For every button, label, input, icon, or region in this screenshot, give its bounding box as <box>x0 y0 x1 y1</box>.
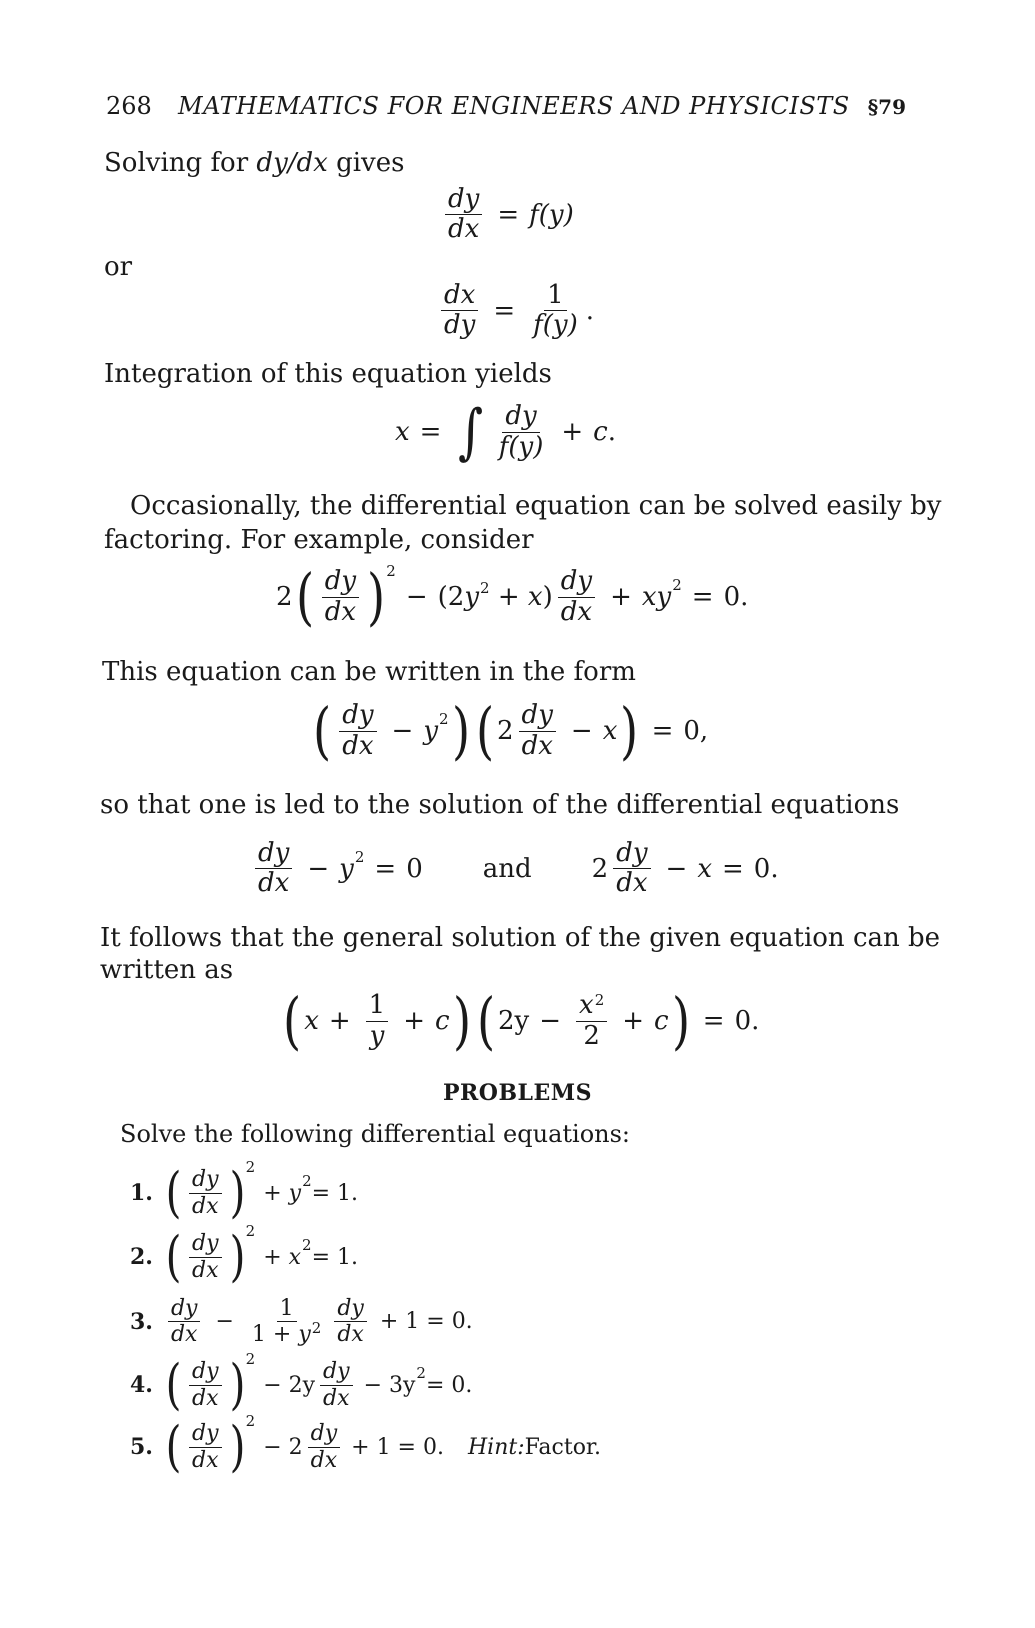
hint-text: Factor. <box>524 1434 602 1460</box>
problem-item-3: 3. $\frac{dy}{dx}$ − $\frac{1}{1 + y^2}$ $\frac{dy}{dx}$ + 1 = 0. <box>130 1296 473 1348</box>
paragraph-follows-1: It follows that the general solution of the given equation can be <box>100 923 941 953</box>
problem-item-2: 2. ( $\frac{dy}{dx}$ ) 2 + x 2 = 1. <box>130 1222 359 1288</box>
paragraph-integration: Integration of this equation yields <box>104 359 552 389</box>
problem-item-5: 5. ( $\frac{dy}{dx}$ ) 2 − 2 $\frac{dy}{dx}$ + 1 = 0. Hint: Factor. <box>130 1412 602 1478</box>
equation-dydx-fy: $\frac{dy}{dx}$ = f(y) <box>440 186 574 244</box>
hint-label: Hint: <box>467 1434 525 1460</box>
problems-heading: PROBLEMS <box>442 1080 593 1106</box>
section-number: §79 <box>867 95 906 119</box>
paragraph-occasionally-2: factoring. For example, consider <box>104 525 534 555</box>
paragraph-follows-2: written as <box>100 955 234 985</box>
equation-general-solution: ( x + $\frac{1}{y}$ + c ) ( 2y − $\frac{x^2}{2}$ + c ) = 0. <box>283 984 760 1057</box>
problem-item-1: 1. ( $\frac{dy}{dx}$ ) 2 + y 2 = 1. <box>130 1158 359 1224</box>
paragraph-solving: Solving for dy/dx gives <box>104 148 405 178</box>
running-title: MATHEMATICS FOR ENGINEERS AND PHYSICISTS <box>178 92 850 120</box>
page-number: 268 <box>106 92 152 120</box>
equation-factored: ( $\frac{dy}{dx}$ − y 2 ) ( 2 $\frac{dy}{dx}$ − x ) = 0, <box>313 694 709 767</box>
equation-dxdy: $\frac{dx}{dy}$ = $\frac{1}{f(y)}$ . <box>436 282 594 340</box>
paragraph-led: so that one is led to the solution of the differential equations <box>100 790 900 820</box>
word-or: or <box>104 252 133 282</box>
equation-integral: x = ∫ $\frac{dy}{f(y)}$ + c . <box>395 397 616 467</box>
running-header <box>106 92 906 126</box>
problem-item-4: 4. ( $\frac{dy}{dx}$ ) 2 − 2y $\frac{dy}{dx}$ − 3y 2 = 0. <box>130 1350 473 1416</box>
equation-pair: $\frac{dy}{dx}$ − y 2 = 0 and 2 $\frac{dy}{dx}$ − x = 0. <box>250 840 779 898</box>
problems-intro: Solve the following differential equations: <box>120 1120 631 1148</box>
paragraph-occasionally-1: Occasionally, the differential equation can be solved easily by <box>130 491 942 521</box>
equation-example: 2 ( $\frac{dy}{dx}$ ) 2 − $(2y^2 + x)$ $\frac{dy}{dx}$ + xy 2 = 0. <box>276 560 749 633</box>
paragraph-form: This equation can be written in the form <box>102 657 636 687</box>
